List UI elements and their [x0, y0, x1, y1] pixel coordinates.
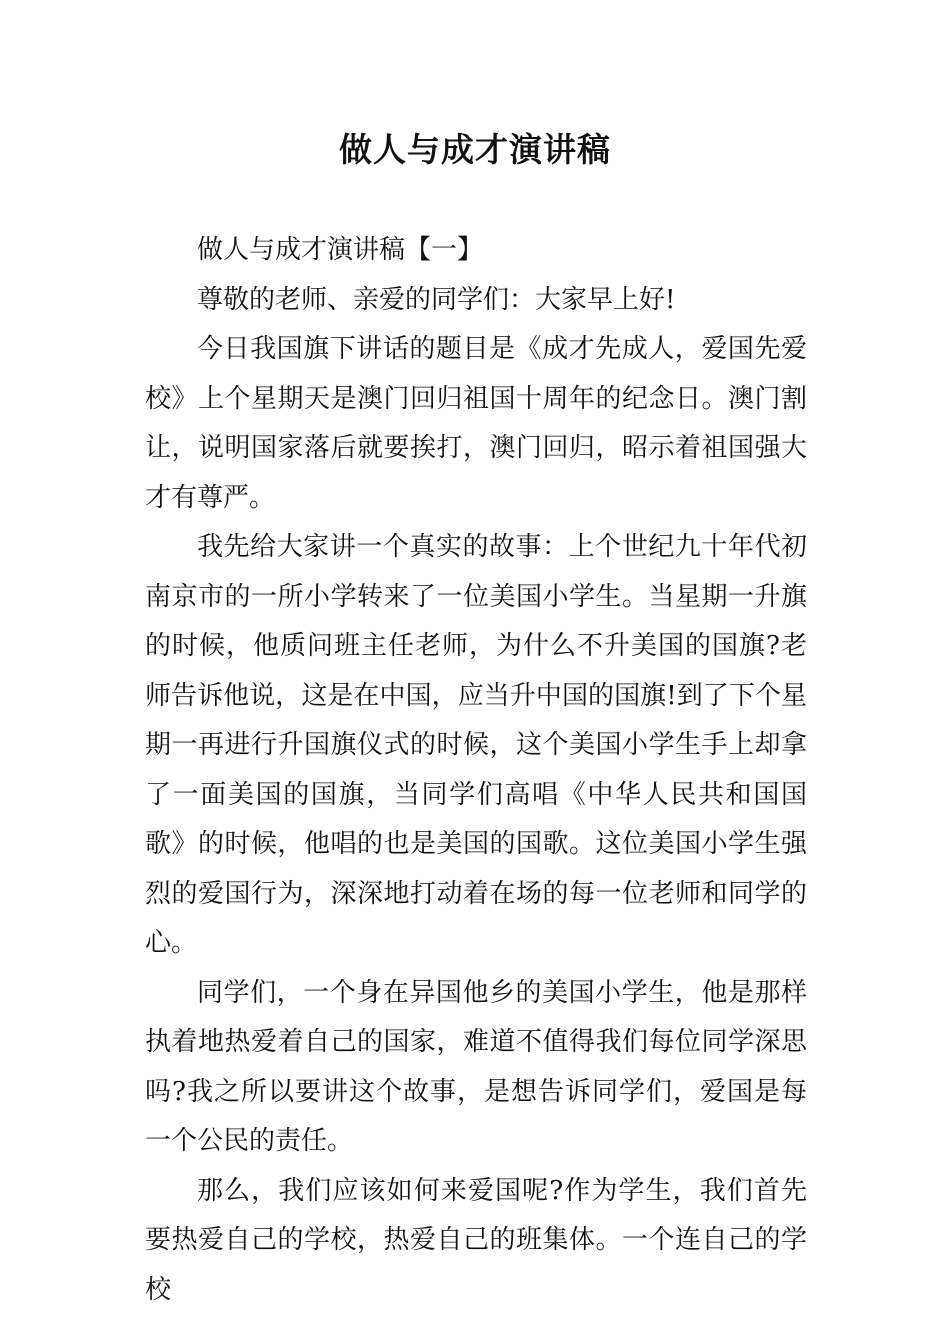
paragraph-subtitle: 做人与成才演讲稿【一】 — [197, 235, 484, 265]
paragraph-story: 我先给大家讲一个真实的故事：上个世纪九十年代初南京市的一所小学转来了一位美国小学生。当星期一升旗的时候，他质问班主任老师，为什么不升美国的国旗?老师告诉他说，这是在中国，应当升中国的国旗!到了下个星期一再进行升国旗仪式的时候，这个美国小学生手上却拿了一面美国的国旗，当同学们高唱《中华人民共和国国歌》的时候，他唱的也是美国的国歌。这位美国小学生强烈的爱国行为，深深地打动着在场的每一位老师和同学的心。 — [145, 532, 807, 958]
document-body — [145, 226, 807, 1315]
paragraph-topic: 今日我国旗下讲话的题目是《成才先成人，爱国先爱校》上个星期天是澳门回归祖国十周年的纪念日。澳门割让，说明国家落后就要挨打，澳门回归，昭示着祖国强大才有尊严。 — [145, 334, 807, 513]
paragraph-how-to-love-country: 那么，我们应该如何来爱国呢?作为学生，我们首先要热爱自己的学校，热爱自己的班集体。一个连自己的学校 — [145, 1175, 807, 1305]
document-title: 做人与成才演讲稿 — [339, 130, 611, 169]
paragraph-reflection: 同学们，一个身在异国他乡的美国小学生，他是那样执着地热爱着自己的国家，难道不值得我们每位同学深思吗?我之所以要讲这个故事，是想告诉同学们，爱国是每一个公民的责任。 — [145, 977, 807, 1156]
paragraph-greeting: 尊敬的老师、亲爱的同学们：大家早上好! — [197, 284, 676, 315]
